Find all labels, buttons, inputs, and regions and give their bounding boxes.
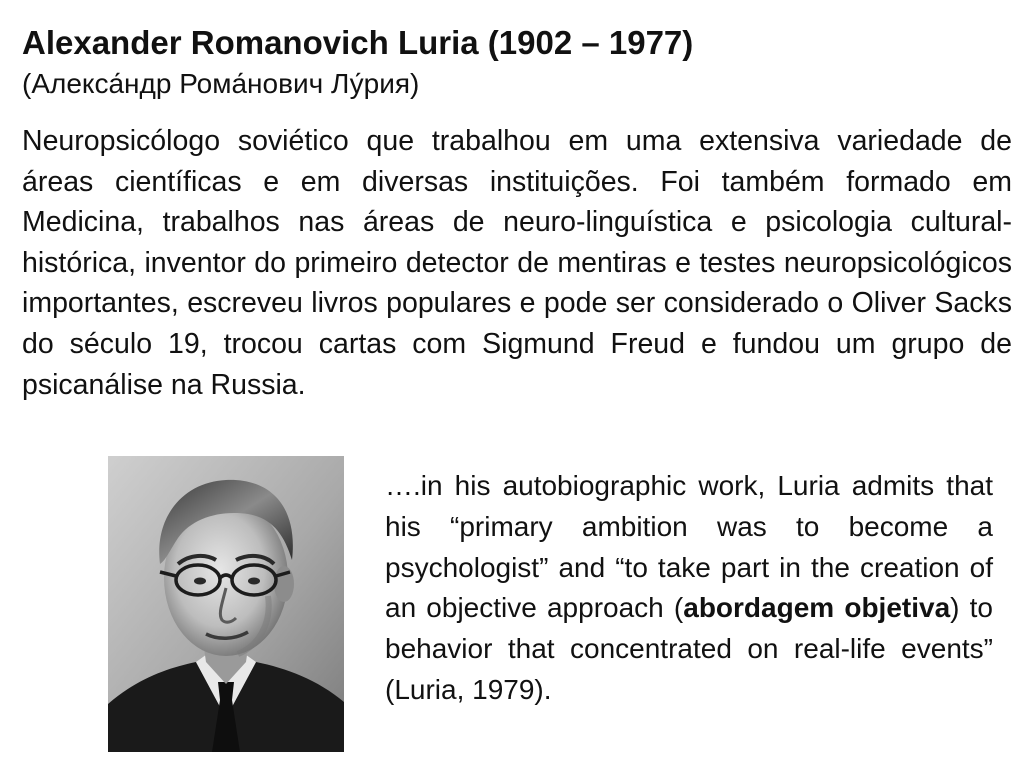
portrait-photo: [108, 456, 344, 752]
native-name-subtitle: (Алекса́ндр Рома́нович Лу́рия): [22, 68, 420, 99]
quote-bold-term: abordagem objetiva: [683, 592, 951, 624]
quote-text-before: ….in his autobiographic work, Luria admits that his “primary ambition was to become a psychologist” and “to take part in the creation of an objective approach (: [385, 470, 993, 624]
quote-text-after: ) to behavior that concentrated on real-life events” (Luria, 1979).: [385, 592, 993, 705]
intro-paragraph: Neuropsicólogo soviético que trabalhou em uma extensiva variedade de áreas científicas e em diversas instituições. Foi também formado em Medicina, trabalhos nas áreas de neuro-linguística e psicologia cultural-histórica, inventor do primeiro detector de mentiras e testes neuropsicológicos importantes, escreveu livros populares e pode ser considerado o Oliver Sacks do século 19, trocou cartas com Sigmund Freud e fundou um grupo de psicanálise na Russia.: [22, 125, 1012, 401]
page-title: Alexander Romanovich Luria (1902 – 1977): [22, 24, 694, 61]
luria-quote: [385, 466, 993, 711]
